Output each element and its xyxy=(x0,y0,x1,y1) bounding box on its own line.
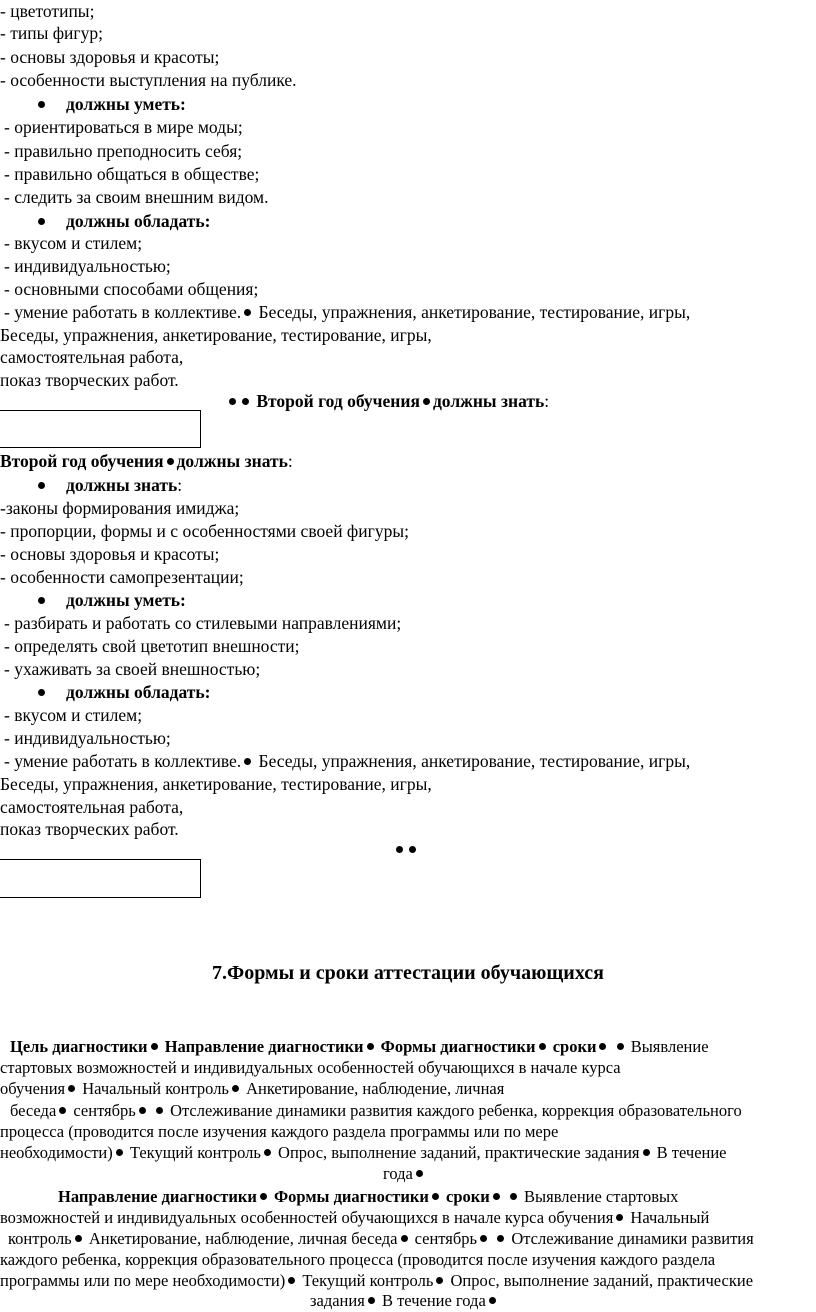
header-forms: Формы диагностики xyxy=(273,1187,429,1206)
header-direction: Направление диагностики xyxy=(164,1037,364,1056)
year-heading xyxy=(0,450,293,472)
methods-line: Беседы, упражнения, анкетирование, тестирование, игры, xyxy=(0,774,432,794)
section-title: 7.Формы и сроки аттестации обучающихся xyxy=(212,962,604,984)
cell-text: Опрос, выполнение заданий, практические xyxy=(450,1271,754,1290)
know-heading: должны знать xyxy=(176,451,288,471)
table-row xyxy=(310,1290,499,1312)
table-row xyxy=(10,1036,709,1058)
methods-line: Беседы, упражнения, анкетирование, тестирование, игры, xyxy=(0,325,432,345)
header-goal: Цель диагностики xyxy=(10,1037,148,1056)
table-row xyxy=(383,1163,426,1185)
bullet-icon xyxy=(59,1107,66,1114)
cell-text: Текущий контроль xyxy=(129,1143,261,1162)
methods-line: показ творческих работ. xyxy=(0,819,179,839)
bullet-icon xyxy=(643,1149,650,1156)
bullet-icon xyxy=(38,218,45,225)
bullet-icon xyxy=(244,309,251,316)
bullet-icon xyxy=(436,1277,443,1284)
header-terms: сроки xyxy=(446,1187,490,1206)
list-item: - особенности самопрезентации; xyxy=(0,567,244,587)
list-item: - основы здоровья и красоты; xyxy=(0,47,220,67)
section-heading xyxy=(66,93,186,115)
cell-text: обучения xyxy=(0,1079,66,1098)
bullet-icon xyxy=(288,1277,295,1284)
table-row xyxy=(0,1078,504,1100)
cell-text: необходимости) xyxy=(0,1143,113,1162)
table-row xyxy=(8,1228,754,1250)
bullet-icon xyxy=(38,482,45,489)
cell-text: Текущий контроль xyxy=(302,1271,434,1290)
table-row xyxy=(10,1100,742,1122)
center-heading xyxy=(226,390,549,412)
cell-text: Анкетирование, наблюдение, личная xyxy=(246,1079,505,1098)
section-heading xyxy=(66,589,186,611)
methods-line: самостоятельная работа, xyxy=(0,797,184,817)
header-terms: сроки xyxy=(552,1037,597,1056)
bullet-icon xyxy=(260,1193,267,1200)
cell-text: Начальный контроль xyxy=(82,1079,229,1098)
heading-text: должны уметь: xyxy=(66,590,186,610)
bullet-icon xyxy=(423,398,430,405)
bullet-icon xyxy=(497,1235,504,1242)
bullet-icon xyxy=(396,846,403,853)
bullet-icon xyxy=(617,1043,624,1050)
methods-text: Беседы, упражнения, анкетирование, тестирование, игры, xyxy=(258,751,691,771)
cell-text: В течение xyxy=(656,1143,727,1162)
bullet-icon xyxy=(367,1043,374,1050)
bullet-icon xyxy=(75,1235,82,1242)
bullet-icon xyxy=(229,398,236,405)
bullet-icon xyxy=(116,1149,123,1156)
teamwork-text: - умение работать в коллективе. xyxy=(4,302,242,322)
list-item: - основы здоровья и красоты; xyxy=(0,544,220,564)
table-row xyxy=(0,1270,753,1292)
heading-text: должны знать xyxy=(66,475,178,495)
bullet-icon xyxy=(244,758,251,765)
bullet-pair xyxy=(393,838,419,860)
list-item: - правильно преподносить себя; xyxy=(4,141,243,161)
bullet-icon xyxy=(539,1043,546,1050)
year-title: Второй год обучения xyxy=(0,451,164,471)
cell-text: года xyxy=(383,1164,413,1183)
colon: : xyxy=(287,451,293,471)
list-item: - вкусом и стилем; xyxy=(4,705,143,725)
bullet-icon xyxy=(489,1297,496,1304)
cell-text: возможностей и индивидуальных особенностей обучающихся в начале курса обучения xyxy=(0,1208,614,1227)
bullet-icon xyxy=(368,1297,375,1304)
bullet-icon xyxy=(599,1043,606,1050)
cell-text: Анкетирование, наблюдение, личная беседа xyxy=(88,1229,398,1248)
cell-text: Опрос, выполнение заданий, практические задания xyxy=(278,1143,640,1162)
bullet-icon xyxy=(151,1043,158,1050)
list-item: - определять свой цветотип внешности; xyxy=(4,636,300,656)
cell-text: сентябрь xyxy=(414,1229,478,1248)
cell-text: В течение года xyxy=(381,1291,486,1310)
cell-text: Начальный xyxy=(630,1208,710,1227)
cell-text: Отслеживание динамики развития xyxy=(511,1229,754,1248)
bullet-icon xyxy=(156,1107,163,1114)
cell-text: беседа xyxy=(10,1101,57,1120)
bullet-icon xyxy=(38,689,45,696)
list-item: - следить за своим внешним видом. xyxy=(4,187,269,207)
bullet-icon xyxy=(416,1170,423,1177)
methods-text: Беседы, упражнения, анкетирование, тестирование, игры, xyxy=(258,302,691,322)
cell-text: контроль xyxy=(8,1229,72,1248)
cell-text: Выявление xyxy=(630,1037,709,1056)
list-item: - ориентироваться в мире моды; xyxy=(4,117,243,137)
table-row xyxy=(0,1142,727,1164)
list-item: - разбирать и работать со стилевыми направлениями; xyxy=(4,613,402,633)
bullet-icon xyxy=(167,458,174,465)
list-item: - типы фигур; xyxy=(0,23,103,43)
heading-text: должны обладать: xyxy=(66,211,211,231)
table-row: процесса (проводится после изучения каждого раздела программы или по мере xyxy=(0,1122,559,1141)
empty-box xyxy=(0,859,201,898)
cell-text: Отслеживание динамики развития каждого ребенка, коррекция образовательного xyxy=(170,1101,742,1120)
table-row xyxy=(58,1186,678,1208)
table-row: стартовых возможностей и индивидуальных особенностей обучающихся в начале курса xyxy=(0,1058,621,1077)
know-heading: должны знать xyxy=(432,391,545,411)
list-item: - цветотипы; xyxy=(0,1,95,21)
list-item: - правильно общаться в обществе; xyxy=(4,164,260,184)
bullet-icon xyxy=(242,398,249,405)
list-item: - вкусом и стилем; xyxy=(4,233,143,253)
cell-text: сентябрь xyxy=(73,1101,136,1120)
section-heading xyxy=(66,210,210,232)
list-item: - пропорции, формы и с особенностями своей фигуры; xyxy=(0,521,409,541)
list-item: - особенности выступления на публике. xyxy=(0,70,297,90)
bullet-icon xyxy=(401,1235,408,1242)
empty-box xyxy=(0,410,201,448)
colon: : xyxy=(177,475,183,495)
bullet-icon xyxy=(480,1235,487,1242)
bullet-icon xyxy=(409,846,416,853)
teamwork-text: - умение работать в коллективе. xyxy=(4,751,242,771)
bullet-icon xyxy=(510,1193,517,1200)
section-heading xyxy=(66,474,182,496)
colon: : xyxy=(544,391,550,411)
cell-text: задания xyxy=(310,1291,365,1310)
heading-text: должны уметь: xyxy=(66,94,186,114)
list-item: - основными способами общения; xyxy=(4,279,259,299)
bullet-icon xyxy=(232,1085,239,1092)
section-heading xyxy=(66,681,210,703)
bullet-icon xyxy=(432,1193,439,1200)
table-row xyxy=(0,1207,709,1229)
methods-line: самостоятельная работа, xyxy=(0,347,184,367)
bullet-icon xyxy=(68,1085,75,1092)
header-direction: Направление диагностики xyxy=(58,1187,257,1206)
bullet-icon xyxy=(493,1193,500,1200)
list-item: - ухаживать за своей внешностью; xyxy=(4,659,261,679)
list-item: - индивидуальностью; xyxy=(4,256,171,276)
list-item: -законы формирования имиджа; xyxy=(0,498,240,518)
list-item xyxy=(4,750,690,772)
header-forms: Формы диагностики xyxy=(380,1037,536,1056)
list-item xyxy=(4,301,690,323)
bullet-icon xyxy=(139,1107,146,1114)
list-item: - индивидуальностью; xyxy=(4,728,171,748)
table-row: каждого ребенка, коррекция образовательного процесса (проводится после изучения каждого раздела xyxy=(0,1250,716,1269)
cell-text: программы или по мере необходимости) xyxy=(0,1271,286,1290)
methods-line: показ творческих работ. xyxy=(0,370,179,390)
year-title: Второй год обучения xyxy=(256,391,420,411)
bullet-icon xyxy=(38,101,45,108)
heading-text: должны обладать: xyxy=(66,682,211,702)
bullet-icon xyxy=(264,1149,271,1156)
bullet-icon xyxy=(38,597,45,604)
bullet-icon xyxy=(616,1214,623,1221)
cell-text: Выявление стартовых xyxy=(524,1187,679,1206)
